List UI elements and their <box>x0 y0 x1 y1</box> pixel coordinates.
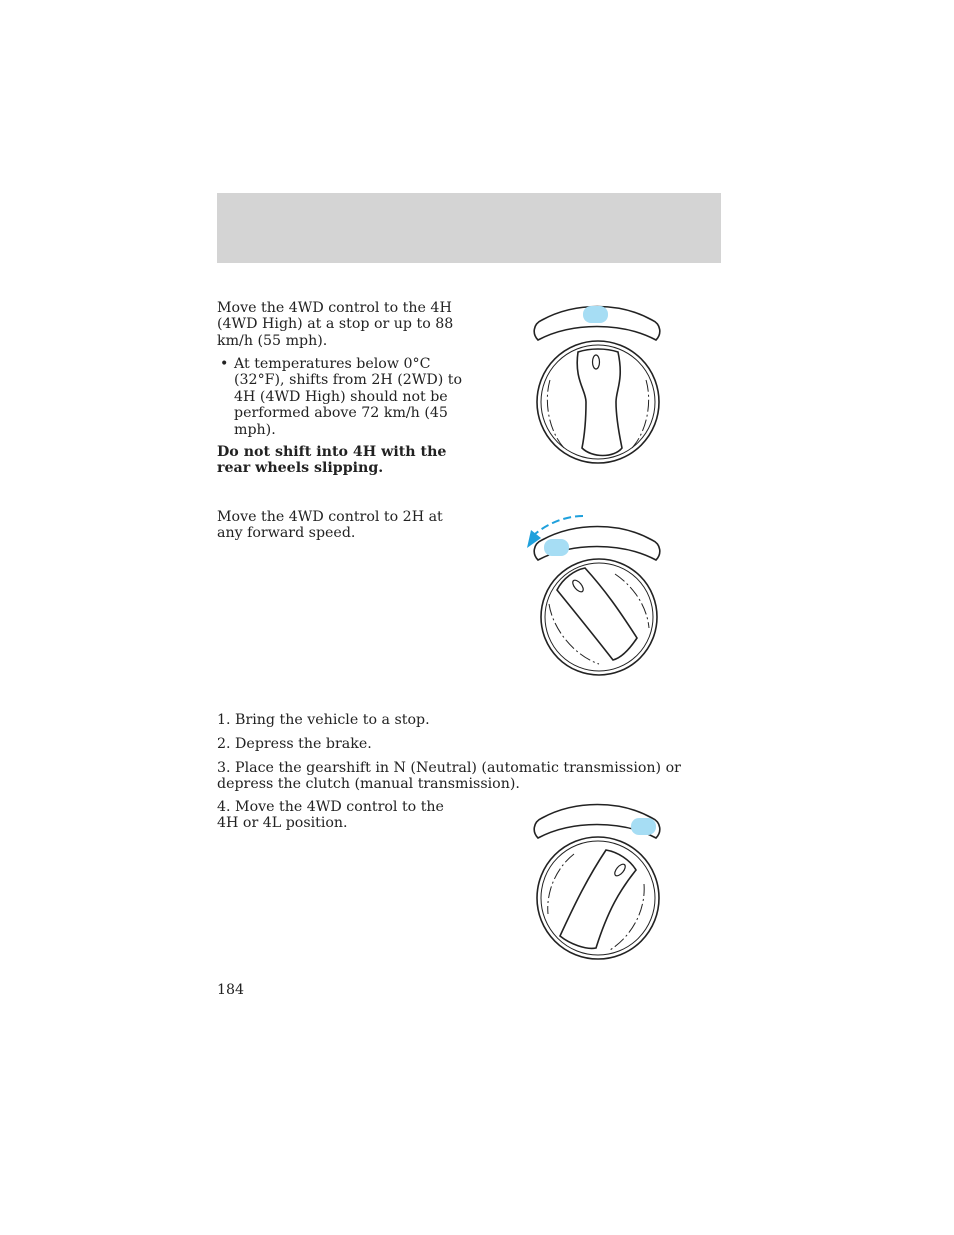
wheel-slip-warning: Do not shift into 4H with the rear wheels slipping. <box>217 444 447 477</box>
section-header-band <box>217 193 721 263</box>
shift-2h-text: Move the 4WD control to 2H at any forward speed. <box>217 509 443 542</box>
bullet-symbol: • <box>220 356 229 372</box>
rotary-4wd-knob-4h-position-icon <box>530 300 665 465</box>
rotary-4wd-knob-4l-position-icon <box>530 798 665 963</box>
indicator-light <box>631 818 656 835</box>
indicator-light <box>544 539 569 556</box>
step-3: 3. Place the gearshift in N (Neutral) (automatic transmission) or depress the clutch (manual transmission). <box>217 760 681 793</box>
step-2: 2. Depress the brake. <box>217 736 372 752</box>
temperature-bullet-text: At temperatures below 0°C (32°F), shifts from 2H (2WD) to 4H (4WD High) should not be performed above 72 km/h (45 mph). <box>234 356 463 438</box>
rotary-4wd-knob-2h-position-icon <box>525 510 665 675</box>
page-number: 184 <box>217 982 245 998</box>
indicator-light <box>583 306 608 323</box>
step-4: 4. Move the 4WD control to the 4H or 4L position. <box>217 799 444 832</box>
shift-4h-intro: Move the 4WD control to the 4H (4WD High) at a stop or up to 88 km/h (55 mph). <box>217 300 454 349</box>
step-1: 1. Bring the vehicle to a stop. <box>217 712 430 728</box>
